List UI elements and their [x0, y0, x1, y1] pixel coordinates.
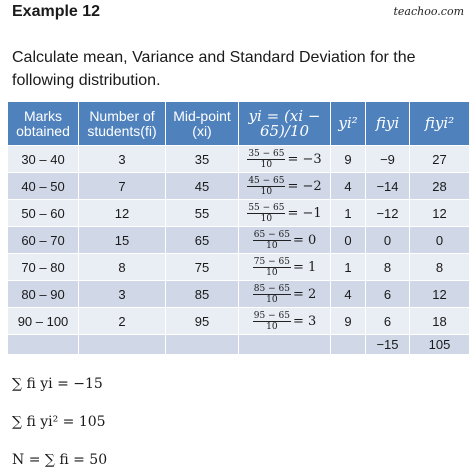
cell-midpoint: 65	[166, 227, 239, 254]
yi-value: = 0	[292, 232, 317, 248]
header-marks: Marks obtained	[8, 102, 79, 146]
cell-marks: 30 – 40	[8, 146, 79, 173]
brand-watermark: teachoo.com	[393, 5, 464, 18]
cell-students: 3	[79, 146, 166, 173]
cell-students: 8	[79, 254, 166, 281]
fraction-numerator: 95 − 65	[253, 310, 290, 321]
header-fiyi: fiyi	[366, 102, 410, 146]
fraction-denominator: 10	[266, 267, 278, 278]
fraction-denominator: 10	[266, 321, 278, 332]
fraction	[247, 176, 285, 197]
cell-students: 3	[79, 281, 166, 308]
cell-fiyi: 8	[366, 254, 410, 281]
table-header-row	[8, 102, 470, 146]
cell-fiyi: −12	[366, 200, 410, 227]
total-fiyi-squared: 105	[410, 335, 470, 355]
fraction-denominator: 10	[266, 294, 278, 305]
cell-marks: 40 – 50	[8, 173, 79, 200]
table-row	[8, 254, 470, 281]
totals-row	[8, 335, 470, 355]
cell-fiyi: 6	[366, 308, 410, 335]
table-row	[8, 146, 470, 173]
yi-value: = −2	[287, 178, 322, 194]
cell-midpoint: 55	[166, 200, 239, 227]
cell-yi-calc	[239, 254, 331, 281]
cell-midpoint: 75	[166, 254, 239, 281]
cell-marks: 80 – 90	[8, 281, 79, 308]
cell-yi-calc	[239, 200, 331, 227]
cell-yi-calc	[239, 146, 331, 173]
distribution-table	[7, 101, 470, 354]
fraction-numerator: 45 − 65	[248, 175, 285, 186]
cell-fiyi-squared: 27	[410, 146, 470, 173]
yi-value: = −3	[287, 151, 322, 167]
cell-fiyi-squared: 18	[410, 308, 470, 335]
cell-yi-squared: 9	[331, 146, 366, 173]
cell-yi-squared: 0	[331, 227, 366, 254]
cell-students: 7	[79, 173, 166, 200]
header-midpoint: Mid-point (xi)	[166, 102, 239, 146]
empty-cell	[8, 335, 79, 355]
fraction-numerator: 55 − 65	[248, 202, 285, 213]
cell-marks: 60 – 70	[8, 227, 79, 254]
cell-fiyi: −14	[366, 173, 410, 200]
fraction-numerator: 75 − 65	[253, 256, 290, 267]
yi-value: = −1	[287, 205, 322, 221]
sum-fiyi: ∑ fi yi = −15	[12, 376, 103, 392]
cell-yi-squared: 1	[331, 254, 366, 281]
table-row	[8, 308, 470, 335]
example-title: Example 12	[12, 3, 101, 20]
table-row	[8, 173, 470, 200]
sum-fiyi-squared: ∑ fi yi² = 105	[12, 414, 106, 430]
header-fiyi-squared: fiyi²	[410, 102, 470, 146]
header-yi-squared: yi²	[331, 102, 366, 146]
cell-yi-squared: 4	[331, 281, 366, 308]
empty-cell	[239, 335, 331, 355]
fraction-denominator: 10	[260, 159, 273, 170]
fraction-denominator: 10	[260, 213, 273, 224]
table-row	[8, 281, 470, 308]
empty-cell	[166, 335, 239, 355]
cell-marks: 70 – 80	[8, 254, 79, 281]
fraction	[247, 149, 285, 170]
yi-value: = 3	[292, 313, 317, 329]
empty-cell	[79, 335, 166, 355]
fraction-denominator: 10	[260, 186, 273, 197]
fraction	[253, 284, 291, 305]
fraction-denominator: 10	[266, 240, 278, 251]
total-fiyi: −15	[366, 335, 410, 355]
table-row	[8, 227, 470, 254]
cell-yi-calc	[239, 281, 331, 308]
cell-midpoint: 45	[166, 173, 239, 200]
fraction-numerator: 65 − 65	[253, 229, 290, 240]
fraction	[253, 257, 291, 278]
cell-yi-calc	[239, 227, 331, 254]
cell-yi-squared: 1	[331, 200, 366, 227]
header-students: Number of students(fi)	[79, 102, 166, 146]
cell-yi-calc	[239, 308, 331, 335]
fraction	[253, 311, 291, 332]
fraction	[253, 230, 291, 251]
cell-fiyi-squared: 8	[410, 254, 470, 281]
table-row	[8, 200, 470, 227]
cell-fiyi-squared: 12	[410, 200, 470, 227]
cell-fiyi: −9	[366, 146, 410, 173]
fraction	[247, 203, 285, 224]
header-yi-formula: yi = (xi − 65)/10	[239, 102, 331, 146]
cell-students: 15	[79, 227, 166, 254]
cell-midpoint: 95	[166, 308, 239, 335]
cell-fiyi: 6	[366, 281, 410, 308]
cell-yi-calc	[239, 173, 331, 200]
cell-fiyi: 0	[366, 227, 410, 254]
question-text: Calculate mean, Variance and Standard Deviation for the following distribution.	[12, 49, 416, 89]
yi-value: = 2	[292, 286, 317, 302]
sum-n: N = ∑ fi = 50	[12, 452, 108, 468]
cell-yi-squared: 4	[331, 173, 366, 200]
cell-students: 2	[79, 308, 166, 335]
cell-midpoint: 35	[166, 146, 239, 173]
fraction-numerator: 35 − 65	[248, 148, 285, 159]
cell-students: 12	[79, 200, 166, 227]
cell-fiyi-squared: 12	[410, 281, 470, 308]
cell-marks: 90 – 100	[8, 308, 79, 335]
fraction-numerator: 85 − 65	[253, 283, 290, 294]
cell-fiyi-squared: 0	[410, 227, 470, 254]
cell-marks: 50 – 60	[8, 200, 79, 227]
empty-cell	[331, 335, 366, 355]
cell-midpoint: 85	[166, 281, 239, 308]
cell-fiyi-squared: 28	[410, 173, 470, 200]
yi-value: = 1	[292, 259, 317, 275]
cell-yi-squared: 9	[331, 308, 366, 335]
